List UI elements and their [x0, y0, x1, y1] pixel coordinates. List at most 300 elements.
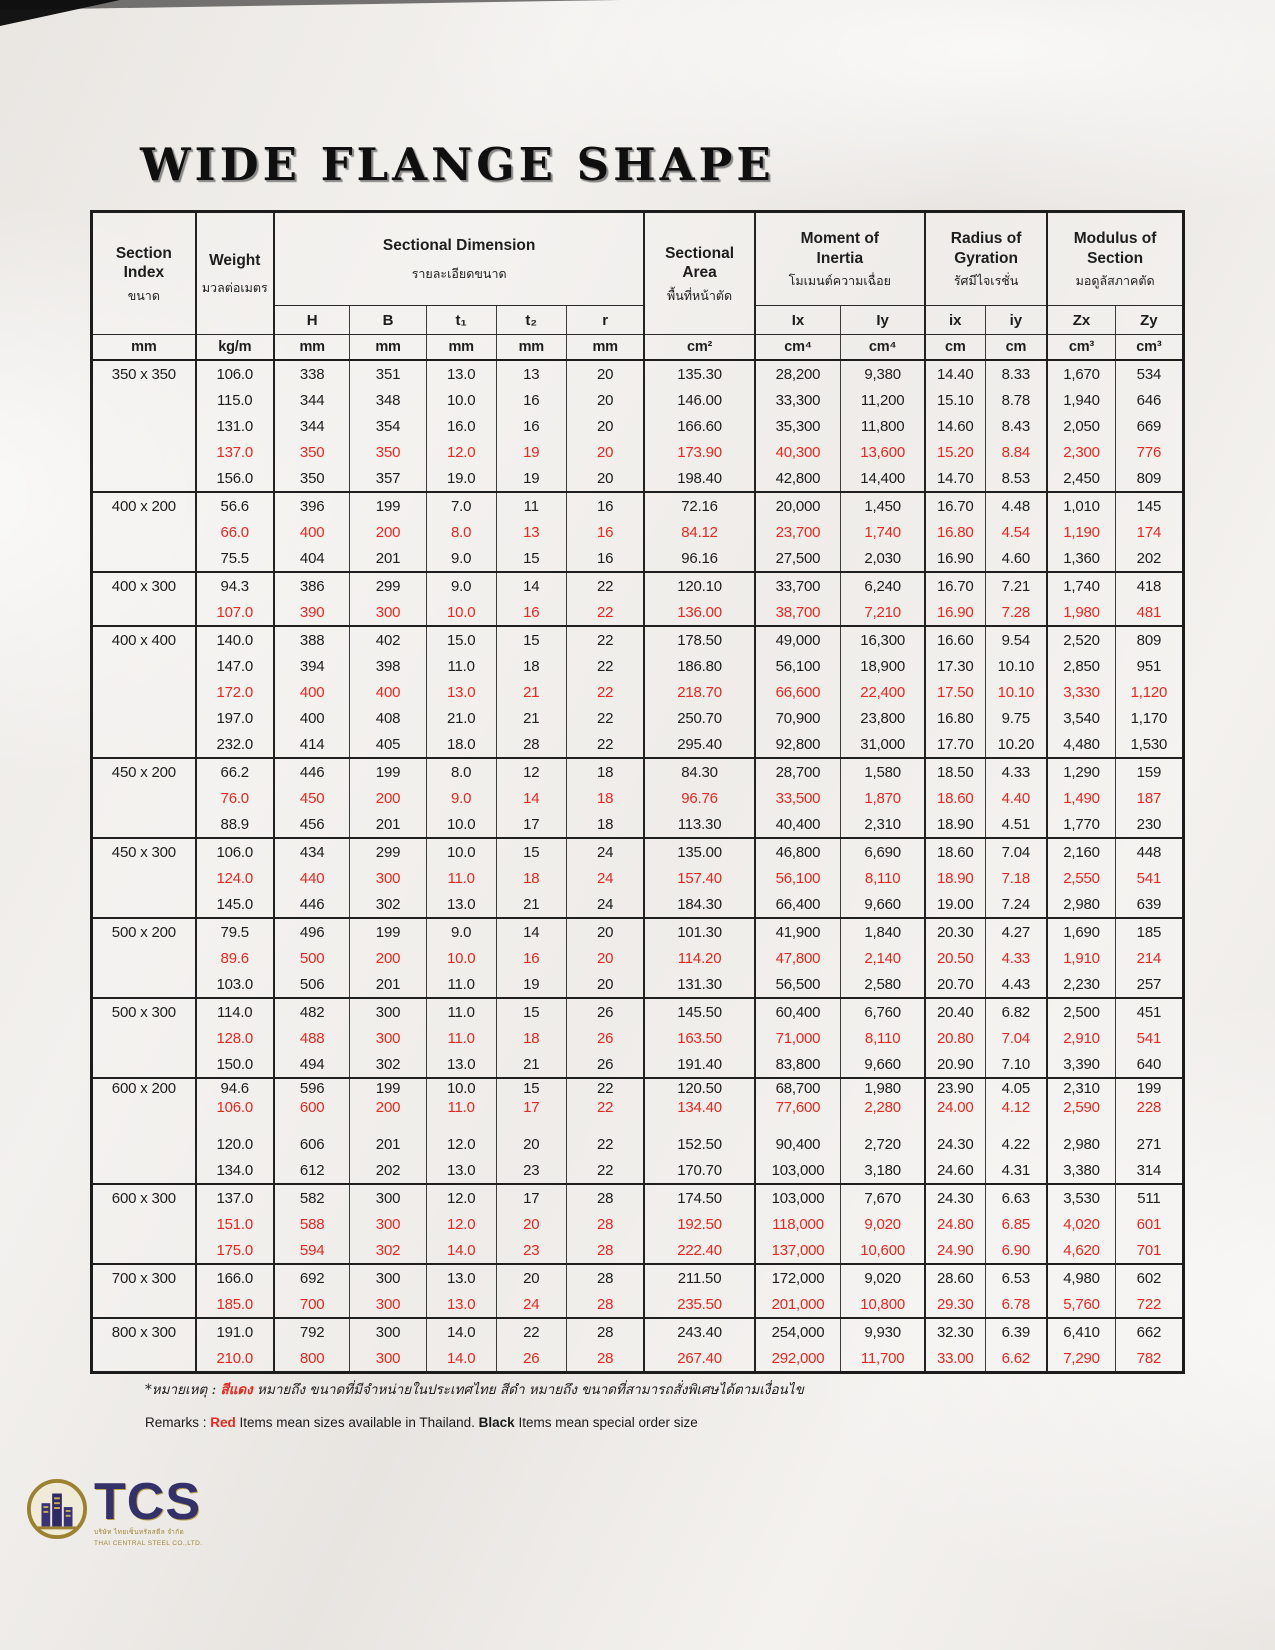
data-cell: 1,940 — [1047, 387, 1115, 413]
data-cell: 6.90 — [985, 1237, 1047, 1264]
table-row — [92, 865, 1184, 891]
data-cell: 24 — [566, 865, 644, 891]
section-index-cell: 600 x 300 — [92, 1184, 196, 1211]
unit-cm: cm — [985, 335, 1047, 361]
data-cell: 199 — [350, 918, 426, 945]
data-cell: 137.0 — [196, 1184, 274, 1211]
unit-mm: mm — [426, 335, 496, 361]
remark-text: หมายถึง ขนาดที่มีจำหน่ายในประเทศไทย สีดำ หมายถึง ขนาดที่สามารถสั่งพิเศษได้ตามเงื่อนไข — [252, 1382, 804, 1398]
data-cell: 6.53 — [985, 1264, 1047, 1291]
header-label-thai: พื้นที่หน้าตัด — [667, 288, 733, 303]
data-cell: 157.40 — [644, 865, 754, 891]
data-cell: 700 — [274, 1291, 350, 1318]
data-cell: 201,000 — [755, 1291, 841, 1318]
data-cell: 66,600 — [755, 679, 841, 705]
unit-cm3: cm³ — [1047, 335, 1115, 361]
data-cell: 2,980 — [1047, 1117, 1115, 1157]
data-cell: 13,600 — [841, 439, 925, 465]
data-cell: 400 — [274, 679, 350, 705]
data-cell: 600 — [274, 1098, 350, 1117]
data-cell: 228 — [1115, 1098, 1183, 1117]
data-cell: 191.0 — [196, 1318, 274, 1345]
wide-flange-table — [90, 210, 1185, 1374]
data-cell: 33,700 — [755, 572, 841, 599]
remark-thai — [145, 1378, 804, 1404]
data-cell: 9.0 — [426, 918, 496, 945]
data-cell: 594 — [274, 1237, 350, 1264]
table-row — [92, 891, 1184, 918]
data-cell: 24 — [566, 838, 644, 865]
data-cell: 314 — [1115, 1157, 1183, 1184]
data-cell: 2,550 — [1047, 865, 1115, 891]
data-cell: 18.50 — [925, 758, 985, 785]
data-cell: 23,800 — [841, 705, 925, 731]
data-cell: 23 — [496, 1157, 566, 1184]
unit-mm: mm — [496, 335, 566, 361]
data-cell: 49,000 — [755, 626, 841, 653]
data-cell: 26 — [566, 1051, 644, 1078]
remark-text: *หมายเหตุ : — [145, 1382, 221, 1398]
remark-english — [145, 1410, 804, 1436]
section-group — [92, 492, 1184, 572]
col-header-moment-of-inertia — [755, 212, 925, 306]
section-index-cell: 450 x 200 — [92, 758, 196, 785]
table-row — [92, 1098, 1184, 1117]
data-cell: 2,310 — [841, 811, 925, 838]
data-cell: 10.0 — [426, 599, 496, 626]
data-cell: 92,800 — [755, 731, 841, 758]
table-row — [92, 731, 1184, 758]
data-cell: 16 — [566, 545, 644, 572]
data-cell: 4.22 — [985, 1117, 1047, 1157]
data-cell: 16.0 — [426, 413, 496, 439]
data-cell: 20 — [566, 945, 644, 971]
data-cell: 22 — [566, 1157, 644, 1184]
data-cell: 17.30 — [925, 653, 985, 679]
data-cell: 28 — [566, 1345, 644, 1373]
data-cell: 135.30 — [644, 360, 754, 387]
data-cell: 400 — [274, 519, 350, 545]
data-cell: 20 — [566, 413, 644, 439]
data-cell: 4.48 — [985, 492, 1047, 519]
data-cell: 17 — [496, 811, 566, 838]
data-cell: 2,280 — [841, 1098, 925, 1117]
section-index-cell — [92, 545, 196, 572]
data-cell: 18 — [496, 653, 566, 679]
section-index-cell: 400 x 200 — [92, 492, 196, 519]
data-cell: 11.0 — [426, 653, 496, 679]
data-cell: 300 — [350, 1291, 426, 1318]
data-cell: 199 — [350, 492, 426, 519]
data-cell: 120.10 — [644, 572, 754, 599]
data-cell: 145.0 — [196, 891, 274, 918]
data-cell: 6.62 — [985, 1345, 1047, 1373]
subcol-Zx: Zx — [1047, 306, 1115, 335]
data-cell: 402 — [350, 626, 426, 653]
section-index-cell — [92, 811, 196, 838]
data-cell: 137.0 — [196, 439, 274, 465]
data-cell: 200 — [350, 1098, 426, 1117]
section-index-cell: 400 x 300 — [92, 572, 196, 599]
data-cell: 7,290 — [1047, 1345, 1115, 1373]
header-label: Inertia — [816, 249, 864, 267]
remark-text: Remarks : — [145, 1414, 211, 1430]
data-cell: 20 — [566, 918, 644, 945]
data-cell: 47,800 — [755, 945, 841, 971]
unit-kgm: kg/m — [196, 335, 274, 361]
data-cell: 26 — [566, 1025, 644, 1051]
data-cell: 150.0 — [196, 1051, 274, 1078]
data-cell: 6,760 — [841, 998, 925, 1025]
table-row — [92, 1291, 1184, 1318]
data-cell: 7.04 — [985, 1025, 1047, 1051]
section-index-cell — [92, 1117, 196, 1157]
data-cell: 494 — [274, 1051, 350, 1078]
data-cell: 951 — [1115, 653, 1183, 679]
data-cell: 26 — [566, 998, 644, 1025]
unit-cm4: cm⁴ — [755, 335, 841, 361]
data-cell: 136.00 — [644, 599, 754, 626]
data-cell: 28.60 — [925, 1264, 985, 1291]
data-cell: 19 — [496, 465, 566, 492]
data-cell: 496 — [274, 918, 350, 945]
section-index-cell — [92, 1098, 196, 1117]
data-cell: 199 — [1115, 1078, 1183, 1098]
data-cell: 56,100 — [755, 653, 841, 679]
data-cell: 96.16 — [644, 545, 754, 572]
data-cell: 42,800 — [755, 465, 841, 492]
data-cell: 20 — [496, 1211, 566, 1237]
data-cell: 15 — [496, 998, 566, 1025]
data-cell: 16.80 — [925, 705, 985, 731]
data-cell: 4,980 — [1047, 1264, 1115, 1291]
unit-mm: mm — [566, 335, 644, 361]
section-index-cell — [92, 653, 196, 679]
page-top-shadow — [0, 0, 620, 10]
data-cell: 8.0 — [426, 758, 496, 785]
data-cell: 11 — [496, 492, 566, 519]
data-cell: 9,660 — [841, 1051, 925, 1078]
data-cell: 9.0 — [426, 572, 496, 599]
data-cell: 13.0 — [426, 1264, 496, 1291]
data-cell: 15 — [496, 838, 566, 865]
section-index-cell — [92, 1291, 196, 1318]
data-cell: 163.50 — [644, 1025, 754, 1051]
data-cell: 114.20 — [644, 945, 754, 971]
data-cell: 28 — [566, 1184, 644, 1211]
header-label: Area — [682, 264, 717, 282]
data-cell: 9.0 — [426, 545, 496, 572]
data-cell: 541 — [1115, 865, 1183, 891]
data-cell: 390 — [274, 599, 350, 626]
header-label-thai: รัศมีไจเรชั่น — [953, 274, 1019, 288]
table-row — [92, 785, 1184, 811]
data-cell: 35,300 — [755, 413, 841, 439]
data-cell: 534 — [1115, 360, 1183, 387]
data-cell: 19.00 — [925, 891, 985, 918]
data-cell: 295.40 — [644, 731, 754, 758]
data-cell: 94.3 — [196, 572, 274, 599]
data-cell: 354 — [350, 413, 426, 439]
data-cell: 22 — [566, 705, 644, 731]
data-cell: 106.0 — [196, 1098, 274, 1117]
data-cell: 197.0 — [196, 705, 274, 731]
data-cell: 218.70 — [644, 679, 754, 705]
data-cell: 201 — [350, 545, 426, 572]
data-cell: 20 — [496, 1264, 566, 1291]
data-cell: 40,300 — [755, 439, 841, 465]
data-cell: 3,180 — [841, 1157, 925, 1184]
data-cell: 26 — [496, 1345, 566, 1373]
col-header-radius-of-gyration — [925, 212, 1047, 306]
subcol-B: B — [350, 306, 426, 335]
data-cell: 151.0 — [196, 1211, 274, 1237]
section-index-cell — [92, 1211, 196, 1237]
header-label: Radius of — [950, 230, 1022, 248]
data-cell: 15.0 — [426, 626, 496, 653]
section-group — [92, 1318, 1184, 1373]
data-cell: 10.0 — [426, 1078, 496, 1098]
data-cell: 722 — [1115, 1291, 1183, 1318]
data-cell: 38,700 — [755, 599, 841, 626]
data-cell: 16.70 — [925, 492, 985, 519]
section-group — [92, 1078, 1184, 1184]
data-cell: 16.70 — [925, 572, 985, 599]
data-cell: 20.40 — [925, 998, 985, 1025]
data-cell: 302 — [350, 1051, 426, 1078]
data-cell: 103,000 — [755, 1157, 841, 1184]
data-cell: 14.0 — [426, 1237, 496, 1264]
data-cell: 24.80 — [925, 1211, 985, 1237]
data-cell: 20,000 — [755, 492, 841, 519]
data-cell: 232.0 — [196, 731, 274, 758]
data-cell: 408 — [350, 705, 426, 731]
data-cell: 446 — [274, 891, 350, 918]
data-cell: 29.30 — [925, 1291, 985, 1318]
data-cell: 351 — [350, 360, 426, 387]
col-header-sectional-area — [644, 212, 754, 335]
data-cell: 72.16 — [644, 492, 754, 519]
data-cell: 350 — [274, 439, 350, 465]
data-cell: 404 — [274, 545, 350, 572]
data-cell: 4,020 — [1047, 1211, 1115, 1237]
data-cell: 20.90 — [925, 1051, 985, 1078]
data-cell: 3,390 — [1047, 1051, 1115, 1078]
data-cell: 16.90 — [925, 545, 985, 572]
table-row — [92, 572, 1184, 599]
data-cell: 22 — [566, 731, 644, 758]
data-cell: 302 — [350, 1237, 426, 1264]
data-cell: 13 — [496, 360, 566, 387]
section-group — [92, 838, 1184, 918]
section-group — [92, 998, 1184, 1078]
data-cell: 15 — [496, 1078, 566, 1098]
subcol-Iy: Iy — [841, 306, 925, 335]
data-cell: 2,140 — [841, 945, 925, 971]
data-cell: 3,540 — [1047, 705, 1115, 731]
table-row — [92, 758, 1184, 785]
table-row — [92, 1345, 1184, 1373]
section-index-cell — [92, 439, 196, 465]
data-cell: 18 — [566, 811, 644, 838]
data-cell: 602 — [1115, 1264, 1183, 1291]
data-cell: 201 — [350, 1117, 426, 1157]
data-cell: 13.0 — [426, 891, 496, 918]
data-cell: 18 — [496, 865, 566, 891]
subcol-r: r — [566, 306, 644, 335]
data-cell: 10.0 — [426, 387, 496, 413]
table-row — [92, 465, 1184, 492]
data-cell: 84.12 — [644, 519, 754, 545]
data-cell: 8,110 — [841, 865, 925, 891]
data-cell: 27,500 — [755, 545, 841, 572]
data-cell: 16 — [496, 413, 566, 439]
section-index-cell — [92, 599, 196, 626]
tcs-building-icon — [26, 1478, 88, 1540]
data-cell: 4.51 — [985, 811, 1047, 838]
data-cell: 18.60 — [925, 785, 985, 811]
data-cell: 482 — [274, 998, 350, 1025]
data-cell: 4.43 — [985, 971, 1047, 998]
subcol-H: H — [274, 306, 350, 335]
data-cell: 14 — [496, 918, 566, 945]
data-cell: 606 — [274, 1117, 350, 1157]
data-cell: 2,050 — [1047, 413, 1115, 439]
data-cell: 88.9 — [196, 811, 274, 838]
data-cell: 23,700 — [755, 519, 841, 545]
header-label: Sectional Dimension — [382, 237, 536, 255]
data-cell: 76.0 — [196, 785, 274, 811]
data-cell: 6.78 — [985, 1291, 1047, 1318]
data-cell: 7,670 — [841, 1184, 925, 1211]
data-cell: 344 — [274, 387, 350, 413]
data-cell: 21 — [496, 1051, 566, 1078]
data-cell: 71,000 — [755, 1025, 841, 1051]
data-cell: 12.0 — [426, 1117, 496, 1157]
data-cell: 1,690 — [1047, 918, 1115, 945]
data-cell: 1,980 — [841, 1078, 925, 1098]
data-cell: 20.30 — [925, 918, 985, 945]
data-cell: 90,400 — [755, 1117, 841, 1157]
data-cell: 40,400 — [755, 811, 841, 838]
data-cell: 669 — [1115, 413, 1183, 439]
data-cell: 481 — [1115, 599, 1183, 626]
data-cell: 20 — [566, 439, 644, 465]
data-cell: 201 — [350, 811, 426, 838]
table-row — [92, 626, 1184, 653]
unit-mm: mm — [92, 335, 196, 361]
data-cell: 14.70 — [925, 465, 985, 492]
data-cell: 19.0 — [426, 465, 496, 492]
data-cell: 6.85 — [985, 1211, 1047, 1237]
data-cell: 11.0 — [426, 1025, 496, 1051]
data-cell: 396 — [274, 492, 350, 519]
data-cell: 388 — [274, 626, 350, 653]
data-cell: 20 — [566, 465, 644, 492]
data-cell: 202 — [1115, 545, 1183, 572]
data-cell: 20 — [566, 387, 644, 413]
data-cell: 9.0 — [426, 785, 496, 811]
data-cell: 299 — [350, 838, 426, 865]
data-cell: 16,300 — [841, 626, 925, 653]
data-cell: 170.70 — [644, 1157, 754, 1184]
data-cell: 11.0 — [426, 865, 496, 891]
col-header-modulus-of-section — [1047, 212, 1183, 306]
table-row — [92, 387, 1184, 413]
data-cell: 292,000 — [755, 1345, 841, 1373]
data-cell: 16.90 — [925, 599, 985, 626]
data-cell: 1,170 — [1115, 705, 1183, 731]
data-cell: 4,480 — [1047, 731, 1115, 758]
section-group — [92, 572, 1184, 626]
data-cell: 394 — [274, 653, 350, 679]
data-cell: 22 — [566, 572, 644, 599]
data-cell: 10.0 — [426, 945, 496, 971]
data-cell: 18 — [566, 785, 644, 811]
data-cell: 300 — [350, 865, 426, 891]
table-row — [92, 413, 1184, 439]
header-label-thai: รายละเอียดขนาด — [411, 266, 507, 281]
header-label: Sectional — [665, 244, 735, 262]
data-cell: 7.10 — [985, 1051, 1047, 1078]
data-cell: 106.0 — [196, 838, 274, 865]
data-cell: 31,000 — [841, 731, 925, 758]
data-cell: 46,800 — [755, 838, 841, 865]
data-cell: 230 — [1115, 811, 1183, 838]
section-group — [92, 1184, 1184, 1264]
data-cell: 16 — [496, 599, 566, 626]
data-cell: 12.0 — [426, 439, 496, 465]
data-cell: 24.30 — [925, 1117, 985, 1157]
data-cell: 66.2 — [196, 758, 274, 785]
data-cell: 800 — [274, 1345, 350, 1373]
data-cell: 13.0 — [426, 679, 496, 705]
data-cell: 596 — [274, 1078, 350, 1098]
section-group — [92, 626, 1184, 758]
data-cell: 11,200 — [841, 387, 925, 413]
data-cell: 20 — [496, 1117, 566, 1157]
data-cell: 201 — [350, 971, 426, 998]
data-cell: 199 — [350, 1078, 426, 1098]
table-row — [92, 492, 1184, 519]
section-index-cell — [92, 705, 196, 731]
data-cell: 13.0 — [426, 1291, 496, 1318]
data-cell: 344 — [274, 413, 350, 439]
data-cell: 8.43 — [985, 413, 1047, 439]
data-cell: 14.40 — [925, 360, 985, 387]
data-cell: 210.0 — [196, 1345, 274, 1373]
data-cell: 191.40 — [644, 1051, 754, 1078]
data-cell: 8.84 — [985, 439, 1047, 465]
data-cell: 7,210 — [841, 599, 925, 626]
data-cell: 257 — [1115, 971, 1183, 998]
table-row — [92, 1117, 1184, 1157]
data-cell: 41,900 — [755, 918, 841, 945]
data-cell: 446 — [274, 758, 350, 785]
data-cell: 456 — [274, 811, 350, 838]
data-cell: 17 — [496, 1098, 566, 1117]
data-cell: 1,530 — [1115, 731, 1183, 758]
table-row — [92, 1318, 1184, 1345]
header-label: Gyration — [954, 249, 1018, 267]
col-header-section-index — [92, 212, 196, 335]
unit-cm3: cm³ — [1115, 335, 1183, 361]
section-index-cell — [92, 413, 196, 439]
header-label-thai: มอดูลัสภาคตัด — [1075, 274, 1155, 288]
table-row — [92, 705, 1184, 731]
data-cell: 386 — [274, 572, 350, 599]
data-cell: 77,600 — [755, 1098, 841, 1117]
